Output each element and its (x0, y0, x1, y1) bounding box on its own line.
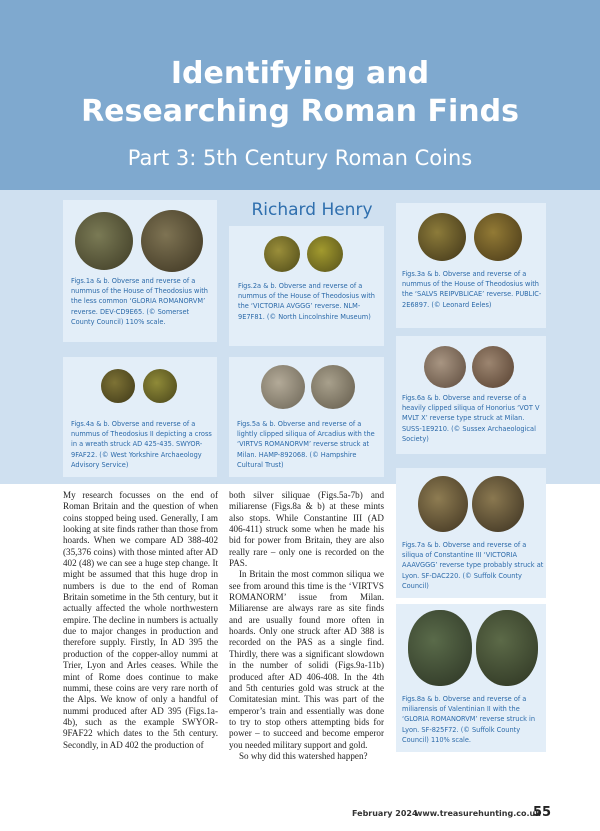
figure-7-caption: Figs.7a & b. Obverse and reverse of a siliqua of Constantine III ‘VICTORIA AAAVGGG’ reverse type probably struck at Lyon. SF-DAC220. (© Suffolk County Council) (402, 541, 544, 590)
figure-4-panel (63, 357, 217, 477)
figure-1-caption: Figs.1a & b. Obverse and reverse of a nummus of the House of Theodosius with the less common ‘GLORIA ROMANORVM’ reverse. DEV-CD9E65. (© Somerset County Council) 110% scale. (71, 277, 208, 326)
body-paragraph: both silver siliquae (Figs.5a-7b) and miliarense (Figs.8a & b) at these mints also stops. While Constantine III (AD 406-411) struck some when he made his bid for power from Britain, they are also really rare – only one is recorded on the PAS. (229, 490, 384, 569)
coin-8a-image (408, 610, 472, 686)
footer-url[interactable]: www.treasurehunting.co.uk (415, 809, 541, 818)
body-paragraph: My research focusses on the end of Roman Britain and the question of when coins stopped being used. Generally, I am looking at site finds rather than those from hoards. When we compare AD 388-402 (35,376 coins) with those minted after AD 402 (48) we can see a huge step change. It might be assumed that this huge drop in numbers is due to the end of Roman Britain sometime in the 5th century, but it actually affected the whole northwestern empire. The decline in numbers is actually due to major changes in production and therefore supply. Firstly, In AD 395 the production of the copper-alloy nummi at Trier, Lyon and Arles ceases. While the mint of Rome does continue to make nummi, these coins are very rare north of the Alps. We know of only a handful of nummi produced after AD 395 (Figs.1a-4b), such as the example SWYOR-9FAF22 which dates to the 5th century. Secondly, in AD 402 the production of (63, 490, 218, 750)
coin-6a-image (424, 346, 466, 388)
body-paragraph: In Britain the most common siliqua we see from around this time is the ‘VIRTVS ROMANORM’ issue from Milan. Miliarense are always rare as site finds and are usually found more often in hoards. Only one struck after AD 388 is recorded on the PAS as a single find. Thirdly, there was a significant slowdown in the number of solidi (Figs.9a-11b) produced after AD 406-408. In the 4th and 5th centuries gold was struck at the Comitatesian mint. This was part of the emperor’s train and essentially was done to try to stop others attempting bids for power – to succeed and become emperor you needed military support and gold. (229, 569, 384, 750)
figure-3-panel (396, 203, 546, 328)
coin-7b-image (472, 476, 524, 532)
figure-2-panel (229, 226, 384, 346)
coin-3b-image (474, 213, 522, 261)
title-line-1: Identifying and (170, 56, 430, 91)
figure-8-caption: Figs.8a & b. Obverse and reverse of a miliarensis of Valentinian II with the ‘GLORIA ROMANORVM’ reverse struck in Lyon. SF-825F72. (© Suffolk County Council) 110% scale. (402, 695, 536, 744)
footer-date: February 2024 (352, 809, 418, 818)
figure-1-panel (63, 200, 217, 342)
coin-1b-image (141, 210, 203, 272)
coin-5a-image (261, 365, 305, 409)
coin-5b-image (311, 365, 355, 409)
coin-7a-image (418, 476, 468, 532)
author-byline: Richard Henry (251, 200, 373, 220)
coin-2b-image (307, 236, 343, 272)
figure-6-panel (396, 336, 546, 454)
coin-6b-image (472, 346, 514, 388)
coin-2a-image (264, 236, 300, 272)
figure-5-panel (229, 357, 384, 477)
coin-4a-image (101, 369, 135, 403)
subtitle: Part 3: 5th Century Roman Coins (127, 146, 473, 170)
coin-1a-image (75, 212, 133, 270)
body-paragraph: So why did this watershed happen? (239, 750, 368, 761)
coin-3a-image (418, 213, 466, 261)
coin-4b-image (143, 369, 177, 403)
page-number: 55 (533, 805, 552, 820)
body-column-1 (63, 490, 218, 751)
coin-8b-image (476, 610, 538, 686)
figure-5-caption: Figs.5a & b. Obverse and reverse of a lightly clipped siliqua of Arcadius with the ‘VIRTVS ROMANORVM’ reverse struck at Milan. HAMP-892068. (© Hampshire Cultural Trust) (237, 420, 375, 469)
body-column-2 (229, 490, 384, 762)
figure-3-caption: Figs.3a & b. Obverse and reverse of a nummus of the House of Theodosius with the ‘SALVS REIPVBLICAE’ reverse. PUBLIC-2E6897. (© Leonard Eeles) (402, 270, 542, 309)
figure-4-caption: Figs.4a & b. Obverse and reverse of a nummus of Theodosius II depicting a cross in a wreath struck AD 425-435. SWYOR-9FAF22. (© West Yorkshire Archaeology Advisory Service) (71, 420, 212, 469)
figure-7-panel (396, 468, 546, 598)
title-line-2: Researching Roman Finds (81, 94, 519, 129)
figure-8-panel (396, 604, 546, 752)
figure-6-caption: Figs.6a & b. Obverse and reverse of a heavily clipped siliqua of Honorius ‘VOT V MVLT X’ reverse type struck at Milan. SUSS-1E9210. (© Sussex Archaeological Society) (402, 394, 540, 443)
figure-2-caption: Figs.2a & b. Obverse and reverse of a nummus of the House of Theodosius with the ‘VICTORIA AVGGG’ reverse. NLM-9E7F81. (© North Lincolnshire Museum) (238, 282, 375, 321)
